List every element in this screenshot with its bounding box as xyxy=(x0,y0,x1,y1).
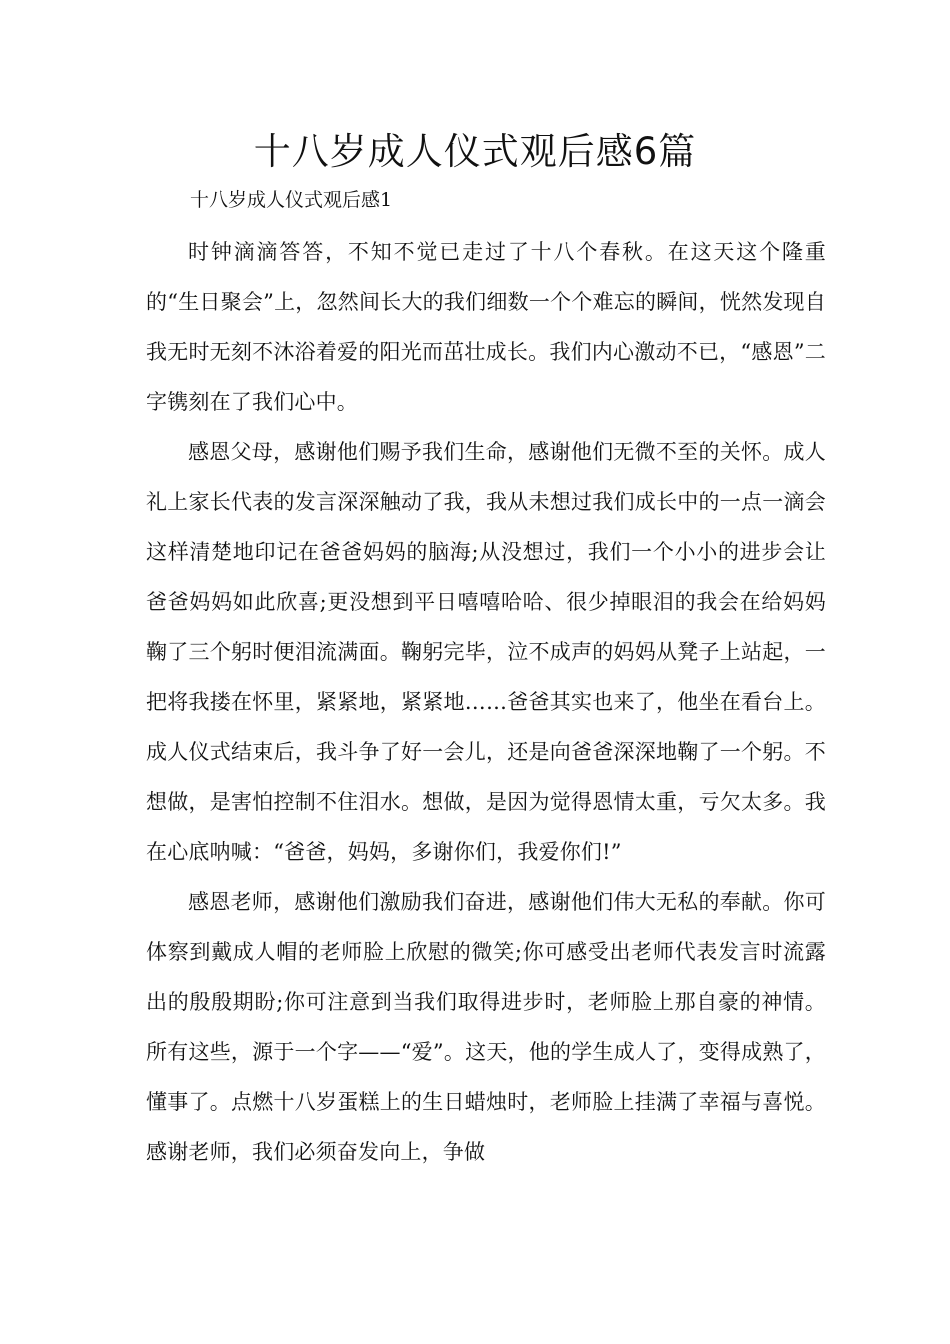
paragraph-1: 时钟滴滴答答，不知不觉已走过了十八个春秋。在这天这个隆重的“生日聚会”上，忽然间长大的我们细数一个个难忘的瞬间，恍然发现自我无时无刻不沐浴着爱的阳光而茁壮成长。我们内心激动不已，“感恩”二字镌刻在了我们心中。 xyxy=(146,240,826,414)
document-title: 十八岁成人仪式观后感6篇 xyxy=(253,130,697,173)
paragraph-2: 感恩父母，感谢他们赐予我们生命，感谢他们无微不至的关怀。成人礼上家长代表的发言深深触动了我，我从未想过我们成长中的一点一滴会这样清楚地印记在爸爸妈妈的脑海;从没想过，我们一个小小的进步会让爸爸妈妈如此欣喜;更没想到平日嘻嘻哈哈、很少掉眼泪的我会在给妈妈鞠了三个躬时便泪流满面。鞠躬完毕，泣不成声的妈妈从凳子上站起，一把将我搂在怀里，紧紧地，紧紧地……爸爸其实也来了，他坐在看台上。成人仪式结束后，我斗争了好一会儿，还是向爸爸深深地鞠了一个躬。不想做，是害怕控制不住泪水。想做，是因为觉得恩情太重，亏欠太多。我在心底呐喊：“爸爸，妈妈，多谢你们，我爱你们!” xyxy=(146,440,826,864)
section-heading: 十八岁成人仪式观后感1 xyxy=(190,189,393,211)
document-body xyxy=(146,227,826,1177)
paragraph-3: 感恩老师，感谢他们激励我们奋进，感谢他们伟大无私的奉献。你可体察到戴成人帽的老师脸上欣慰的微笑;你可感受出老师代表发言时流露出的殷殷期盼;你可注意到当我们取得进步时，老师脸上那自豪的神情。所有这些，源于一个字——“爱”。这天，他的学生成人了，变得成熟了，懂事了。点燃十八岁蛋糕上的生日蜡烛时，老师脸上挂满了幸福与喜悦。感谢老师，我们必须奋发向上，争做 xyxy=(146,890,826,1164)
